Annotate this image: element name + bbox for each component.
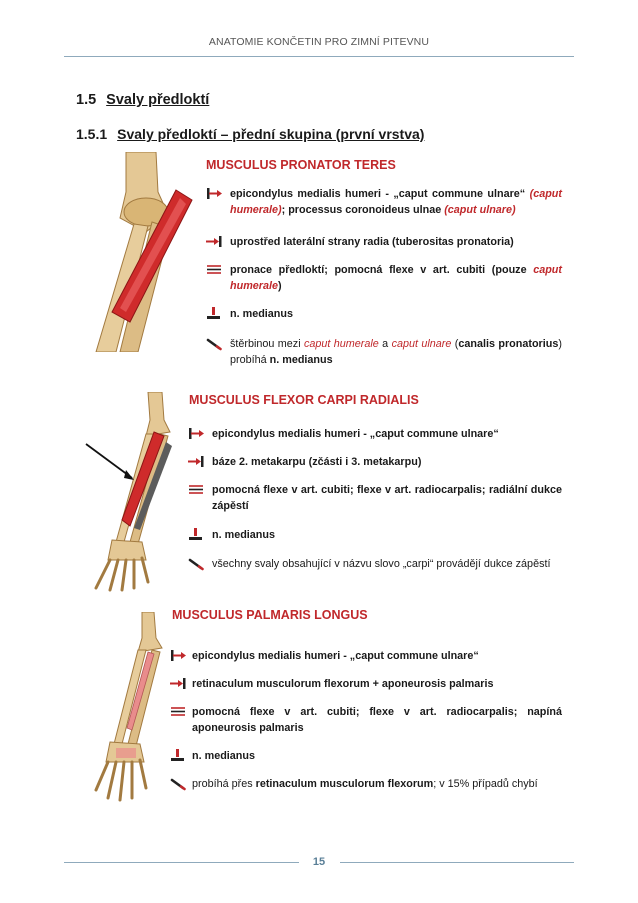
origin-row (168, 648, 562, 664)
innervation-icon (204, 307, 224, 321)
insertion-text: báze 2. metakarpu (zčásti i 3. metakarpu) (212, 456, 422, 468)
origin-text: epicondylus medialis humeri - „caput commune ulnare“ (caput humerale); processus coronoideus ulnae (caput ulnare) (230, 188, 562, 216)
origin-row (186, 426, 562, 442)
origin-row (204, 186, 562, 218)
muscle-title: MUSCULUS PRONATOR TERES (206, 158, 396, 172)
note-row (204, 336, 562, 368)
function-lines-icon (204, 263, 224, 277)
header-rule (64, 56, 574, 57)
function-row (186, 482, 562, 514)
subsection-heading (76, 126, 424, 142)
section-heading (76, 92, 209, 108)
innervation-text: n. medianus (212, 529, 275, 541)
insertion-text: uprostřed laterální strany radia (tuberositas pronatoria) (230, 236, 514, 248)
function-text: pomocná flexe v art. cubiti; flexe v art. radiocarpalis; radiální dukce zápěstí (212, 484, 562, 512)
note-pen-icon (204, 337, 224, 351)
section-number: 1.5 (76, 92, 97, 108)
insertion-row (204, 234, 562, 250)
insertion-text: retinaculum musculorum flexorum + aponeurosis palmaris (192, 678, 494, 690)
origin-text: epicondylus medialis humeri - „caput commune ulnare“ (212, 428, 499, 440)
origin-text: epicondylus medialis humeri - „caput commune ulnare“ (192, 650, 479, 662)
muscle-title: MUSCULUS PALMARIS LONGUS (172, 608, 368, 622)
innervation-row (204, 306, 562, 322)
subsection-title: Svaly předloktí – přední skupina (první vrstva) (117, 126, 425, 142)
palmaris-longus-illustration (92, 612, 172, 812)
innervation-text: n. medianus (230, 308, 293, 320)
insertion-row (186, 454, 562, 470)
pronator-teres-illustration (76, 152, 201, 352)
insertion-arrow-icon (186, 455, 206, 469)
innervation-icon (186, 528, 206, 542)
function-text: pronace předloktí; pomocná flexe v art. cubiti (pouze caput humerale) (230, 264, 562, 292)
subsection-number: 1.5.1 (76, 126, 108, 142)
function-row (168, 704, 562, 736)
note-pen-icon (186, 557, 206, 571)
origin-arrow-icon (204, 187, 224, 201)
insertion-arrow-icon (204, 235, 224, 249)
origin-arrow-icon (168, 649, 188, 663)
flexor-carpi-radialis-illustration (84, 392, 184, 592)
muscle-title: MUSCULUS FLEXOR CARPI RADIALIS (189, 393, 419, 407)
note-row (168, 776, 562, 792)
innervation-row (186, 527, 562, 543)
function-lines-icon (186, 483, 206, 497)
note-text: štěrbinou mezi caput humerale a caput ulnare (canalis pronatorius) probíhá n. medianus (230, 338, 562, 366)
running-header: ANATOMIE KONČETIN PRO ZIMNÍ PITEVNU (208, 36, 430, 48)
note-pen-icon (168, 777, 188, 791)
insertion-arrow-icon (168, 677, 188, 691)
function-row (204, 262, 562, 294)
innervation-text: n. medianus (192, 750, 255, 762)
section-title: Svaly předloktí (106, 92, 210, 108)
note-row (186, 556, 562, 572)
innervation-icon (168, 749, 188, 763)
innervation-row (168, 748, 562, 764)
note-text: probíhá přes retinaculum musculorum flexorum; v 15% případů chybí (192, 778, 538, 790)
insertion-row (168, 676, 562, 692)
page-number: 15 (312, 856, 326, 868)
note-text: všechny svaly obsahující v názvu slovo „carpi“ provádějí dukce zápěstí (212, 558, 551, 570)
origin-arrow-icon (186, 427, 206, 441)
function-text: pomocná flexe v art. cubiti; flexe v art. radiocarpalis; napíná aponeurosis palmaris (192, 706, 562, 734)
function-lines-icon (168, 705, 188, 719)
